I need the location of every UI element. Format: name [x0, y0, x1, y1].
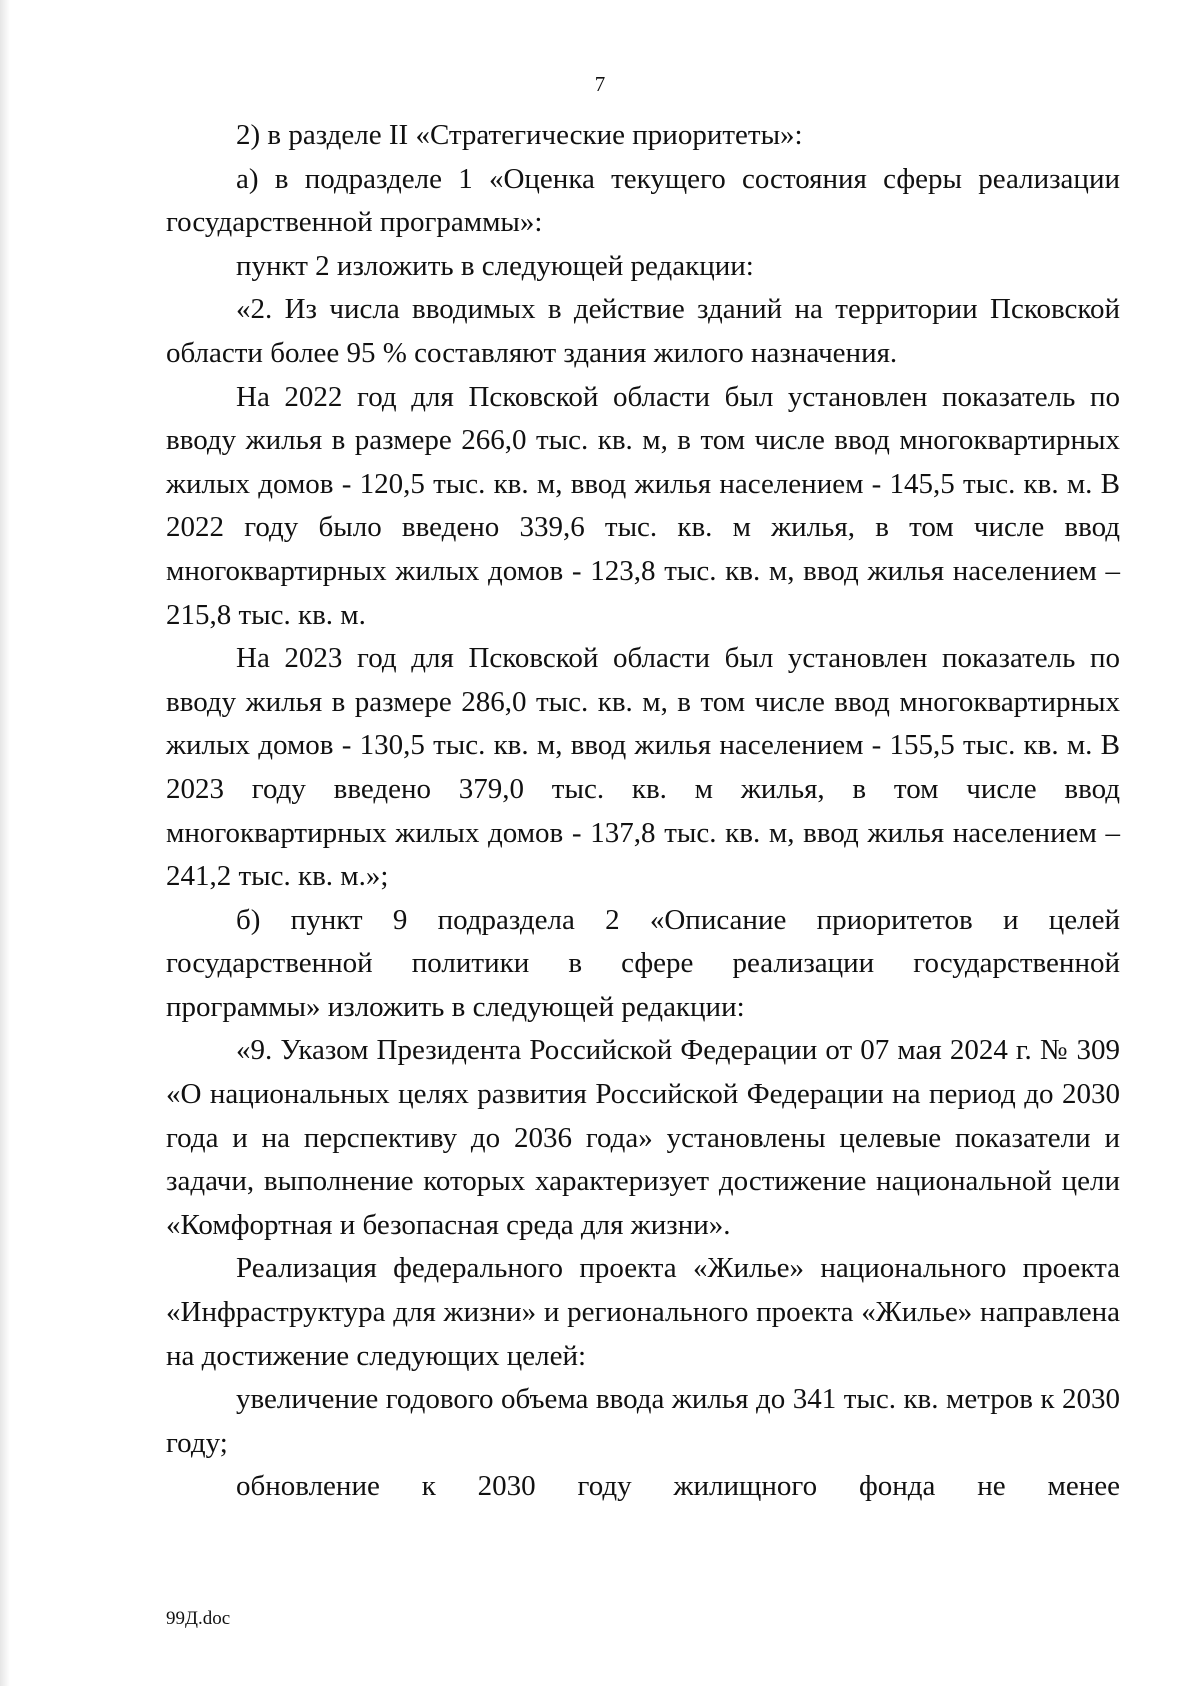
- footer-filename: 99Д.doc: [166, 1608, 231, 1629]
- paragraph: пункт 2 изложить в следующей редакции:: [236, 249, 754, 282]
- scan-edge: [0, 0, 10, 1686]
- paragraph: «2. Из числа вводимых в действие зданий на территории Псковской области более 95 % составляют здания жилого назначения.: [166, 293, 1120, 369]
- paragraph: На 2022 год для Псковской области был установлен показатель по вводу жилья в размере 266,0 тыс. кв. м, в том числе ввод многоквартирных жилых домов - 120,5 тыс. кв. м, ввод жилья населением - 145,5 тыс. кв. м. В 2022 году было введено 339,6 тыс. кв. м жилья, в том числе ввод многоквартирных жилых домов - 123,8 тыс. кв. м, ввод жилья населением – 215,8 тыс. кв. м.: [166, 380, 1120, 631]
- paragraph: Реализация федерального проекта «Жилье» национального проекта «Инфраструктура для жизни» и регионального проекта «Жилье» направлена на достижение следующих целей:: [166, 1252, 1120, 1372]
- paragraph: 2) в разделе II «Стратегические приоритеты»:: [236, 119, 803, 151]
- paragraph: увеличение годового объема ввода жилья до 341 тыс. кв. метров к 2030 году;: [166, 1383, 1120, 1459]
- paragraph: На 2023 год для Псковской области был установлен показатель по вводу жилья в размере 286,0 тыс. кв. м, в том числе ввод многоквартирных жилых домов - 130,5 тыс. кв. м, ввод жилья населением - 155,5 тыс. кв. м. В 2023 году введено 379,0 тыс. кв. м жилья, в том числе ввод многоквартирных жилых домов - 137,8 тыс. кв. м, ввод жилья населением – 241,2 тыс. кв. м.»;: [166, 642, 1120, 893]
- page-number: 7: [594, 72, 606, 96]
- paragraph: а) в подразделе 1 «Оценка текущего состояния сферы реализации государственной программы»:: [166, 162, 1120, 239]
- paragraph: б) пункт 9 подраздела 2 «Описание приоритетов и целей государственной политики в сфере реализации государственной программы» изложить в следующей редакции:: [166, 903, 1120, 1023]
- document-body: [166, 114, 1120, 1509]
- paragraph: «9. Указом Президента Российской Федерации от 07 мая 2024 г. № 309 «О национальных целях развития Российской Федерации на период до 2030 года и на перспективу до 2036 года» установлены целевые показатели и задачи, выполнение которых характеризует достижение национальной цели «Комфортная и безопасная среда для жизни».: [166, 1034, 1120, 1241]
- paragraph: обновление к 2030 году жилищного фонда не менее: [236, 1470, 1120, 1503]
